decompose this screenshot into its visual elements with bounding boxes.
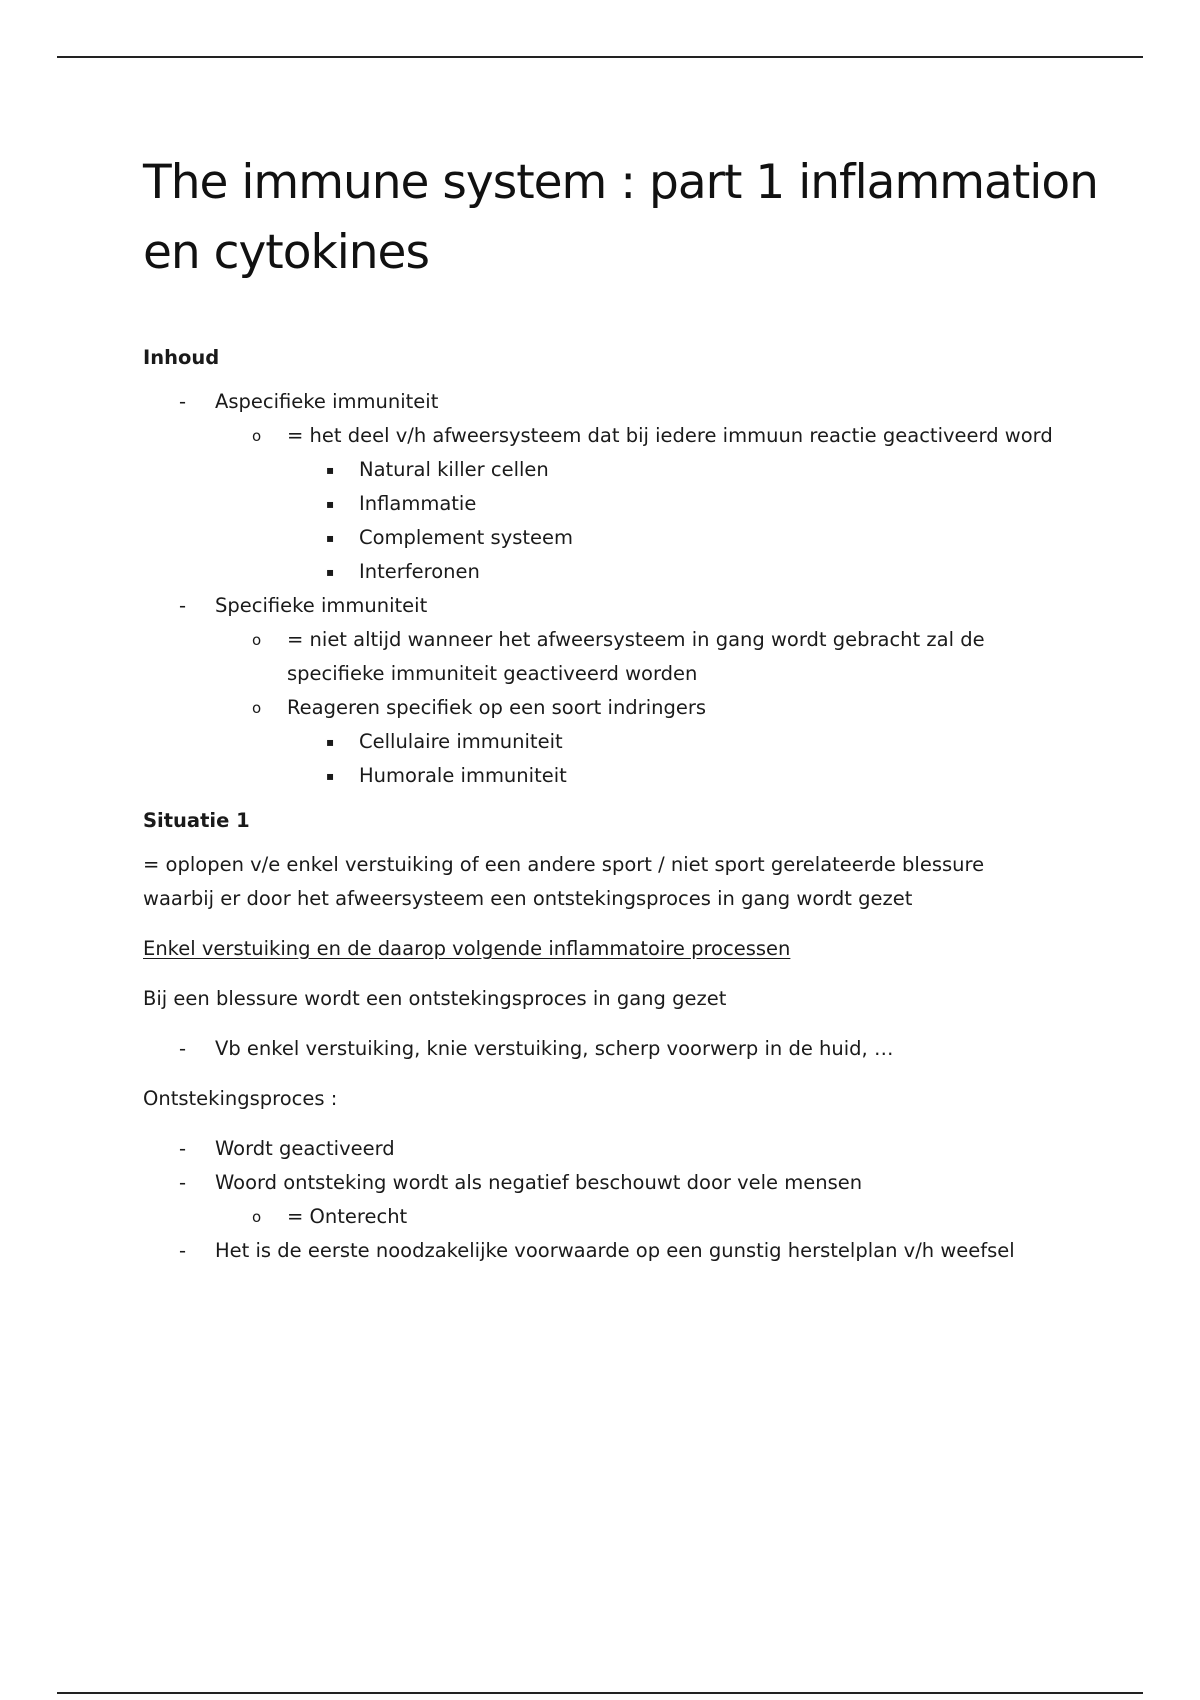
ontsteking-item: Woord ontsteking wordt als negatief beschouwt door vele mensen — [215, 1171, 863, 1194]
square-bullet: ▪ — [326, 735, 335, 749]
ontsteking-item: Het is de eerste noodzakelijke voorwaarde op een gunstig herstelplan v/h weefsel — [215, 1239, 1015, 1262]
inhoud-list — [143, 385, 1103, 793]
specifiek-react: Reageren specifiek op een soort indringers — [287, 696, 707, 719]
document-page — [143, 148, 1103, 1268]
ontsteking-item: Wordt geactiveerd — [215, 1137, 395, 1160]
circle-bullet: o — [252, 631, 262, 649]
dash-bullet: - — [179, 1171, 187, 1194]
specifiek-definition-line-2: specifieke immuniteit geactiveerd worden — [287, 662, 698, 685]
list-item — [143, 521, 1103, 555]
circle-bullet: o — [252, 1208, 262, 1226]
square-bullet: ▪ — [326, 769, 335, 783]
dash-bullet: - — [179, 1037, 187, 1060]
title-line-1: The immune system : part 1 inflammation — [143, 155, 1098, 210]
list-item — [143, 1234, 1103, 1268]
ontsteking-subitem: = Onterecht — [287, 1205, 408, 1228]
list-item — [143, 759, 1103, 793]
aspecifiek-definition: = het deel v/h afweersysteem dat bij iedere immuun reactie geactiveerd word — [287, 424, 1053, 447]
specifiek-item: Humorale immuniteit — [359, 764, 567, 787]
dash-bullet: - — [179, 390, 187, 413]
list-item — [143, 555, 1103, 589]
list-item — [143, 623, 1103, 691]
specifiek-label: Specifieke immuniteit — [215, 594, 428, 617]
document-title — [143, 148, 1103, 288]
aspecifiek-item: Inflammatie — [359, 492, 477, 515]
bottom-rule — [57, 1692, 1143, 1694]
blessure-paragraph: Bij een blessure wordt een ontstekingsproces in gang gezet — [143, 987, 727, 1010]
list-item — [143, 487, 1103, 521]
square-bullet: ▪ — [326, 531, 335, 545]
square-bullet: ▪ — [326, 565, 335, 579]
blessure-list — [143, 1032, 1103, 1066]
dash-bullet: - — [179, 1137, 187, 1160]
document-body — [143, 346, 1103, 1268]
square-bullet: ▪ — [326, 463, 335, 477]
situatie-line-1: = oplopen v/e enkel verstuiking of een andere sport / niet sport gerelateerde blessure — [143, 853, 985, 876]
ontsteking-list — [143, 1132, 1103, 1268]
circle-bullet: o — [252, 699, 262, 717]
specifiek-definition-line-1: = niet altijd wanneer het afweersysteem in gang wordt gebracht zal de — [287, 628, 985, 651]
list-item — [143, 1032, 1103, 1066]
aspecifiek-item: Interferonen — [359, 560, 480, 583]
situatie-paragraph — [143, 848, 1103, 916]
inhoud-heading: Inhoud — [143, 346, 220, 369]
dash-bullet: - — [179, 594, 187, 617]
list-item — [143, 419, 1103, 453]
circle-bullet: o — [252, 427, 262, 445]
top-rule — [57, 56, 1143, 58]
situatie-heading: Situatie 1 — [143, 809, 250, 832]
title-line-2: en cytokines — [143, 225, 429, 280]
ontsteking-label: Ontstekingsproces : — [143, 1087, 338, 1110]
list-item — [143, 1166, 1103, 1200]
dash-bullet: - — [179, 1239, 187, 1262]
list-item — [143, 385, 1103, 419]
situatie-line-2: waarbij er door het afweersysteem een ontstekingsproces in gang wordt gezet — [143, 887, 913, 910]
aspecifiek-item: Natural killer cellen — [359, 458, 549, 481]
list-item — [143, 453, 1103, 487]
specifiek-item: Cellulaire immuniteit — [359, 730, 563, 753]
square-bullet: ▪ — [326, 497, 335, 511]
list-item — [143, 1200, 1103, 1234]
aspecifiek-label: Aspecifieke immuniteit — [215, 390, 439, 413]
list-item — [143, 691, 1103, 725]
aspecifiek-item: Complement systeem — [359, 526, 574, 549]
list-item — [143, 589, 1103, 623]
list-item — [143, 1132, 1103, 1166]
list-item — [143, 725, 1103, 759]
subheading: Enkel verstuiking en de daarop volgende inflammatoire processen — [143, 937, 791, 960]
blessure-example: Vb enkel verstuiking, knie verstuiking, scherp voorwerp in de huid, … — [215, 1037, 894, 1060]
